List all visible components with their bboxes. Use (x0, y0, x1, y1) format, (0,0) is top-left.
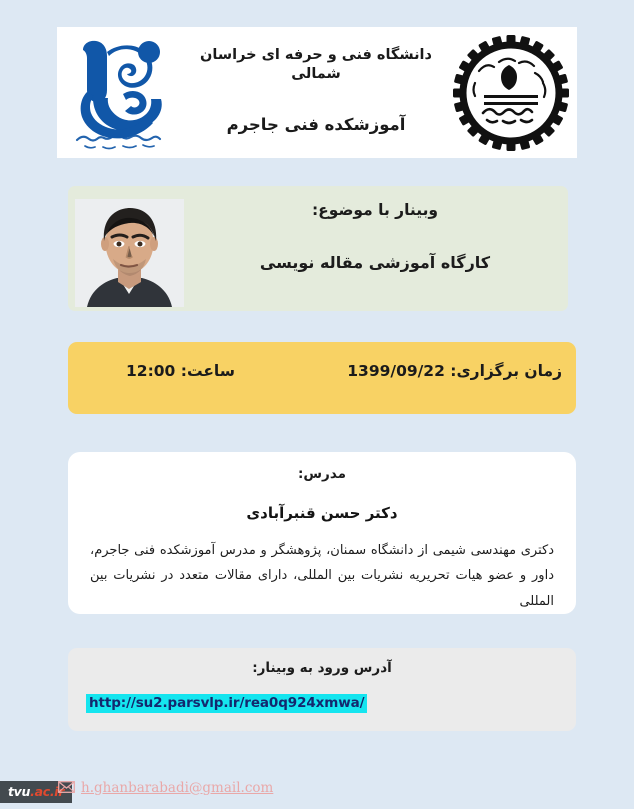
webinar-link-card (68, 648, 576, 731)
tvu-badge-name: tvu (8, 784, 31, 799)
header-text-block (181, 46, 451, 139)
subject-text-block (198, 200, 552, 274)
subject-label: وبینار با موضوع: (311, 201, 439, 219)
webinar-url-link[interactable]: http://su2.parsvlp.ir/rea0q924xmwa/ (86, 694, 367, 713)
event-date: زمان برگزاری: 1399/09/22 (347, 362, 562, 380)
event-hour: ساعت: 12:00 (126, 362, 235, 380)
time-card (68, 342, 576, 414)
webinar-link-wrap (86, 692, 558, 713)
subject-title: کارگاه آموزشی مقاله نویسی (259, 252, 491, 272)
footer-email-block[interactable] (58, 778, 273, 797)
envelope-icon (58, 778, 75, 797)
footer (0, 758, 634, 809)
presenter-label: مدرس: (298, 466, 346, 482)
footer-email-text[interactable]: h.ghanbarabadi@gmail.com (81, 779, 274, 796)
time-row (82, 362, 562, 380)
presenter-card (68, 452, 576, 614)
tvu-gear-emblem (451, 31, 571, 155)
presenter-bio: دکتری مهندسی شیمی از دانشگاه سمنان، پژوهشگر و مدرس آموزشکده فنی جاجرم، داور و عضو هیات تحریریه نشریات بین المللی، دارای مقالات متعدد در نشریات بین المللی (90, 543, 554, 609)
faculty-name: آموزشکده فنی جاجرم (226, 114, 406, 134)
presenter-photo (75, 199, 184, 307)
tvu-badge-tld: .ac.ir (30, 784, 65, 799)
subject-card (68, 186, 568, 311)
webinar-link-label: آدرس ورود به وبینار: (252, 660, 392, 676)
header-card (57, 27, 577, 158)
north-khorasan-blue-logo (63, 32, 181, 154)
presenter-name: دکتر حسن قنبرآبادی (246, 504, 398, 522)
university-name: دانشگاه فنی و حرفه ای خراسان شمالی (200, 46, 432, 82)
